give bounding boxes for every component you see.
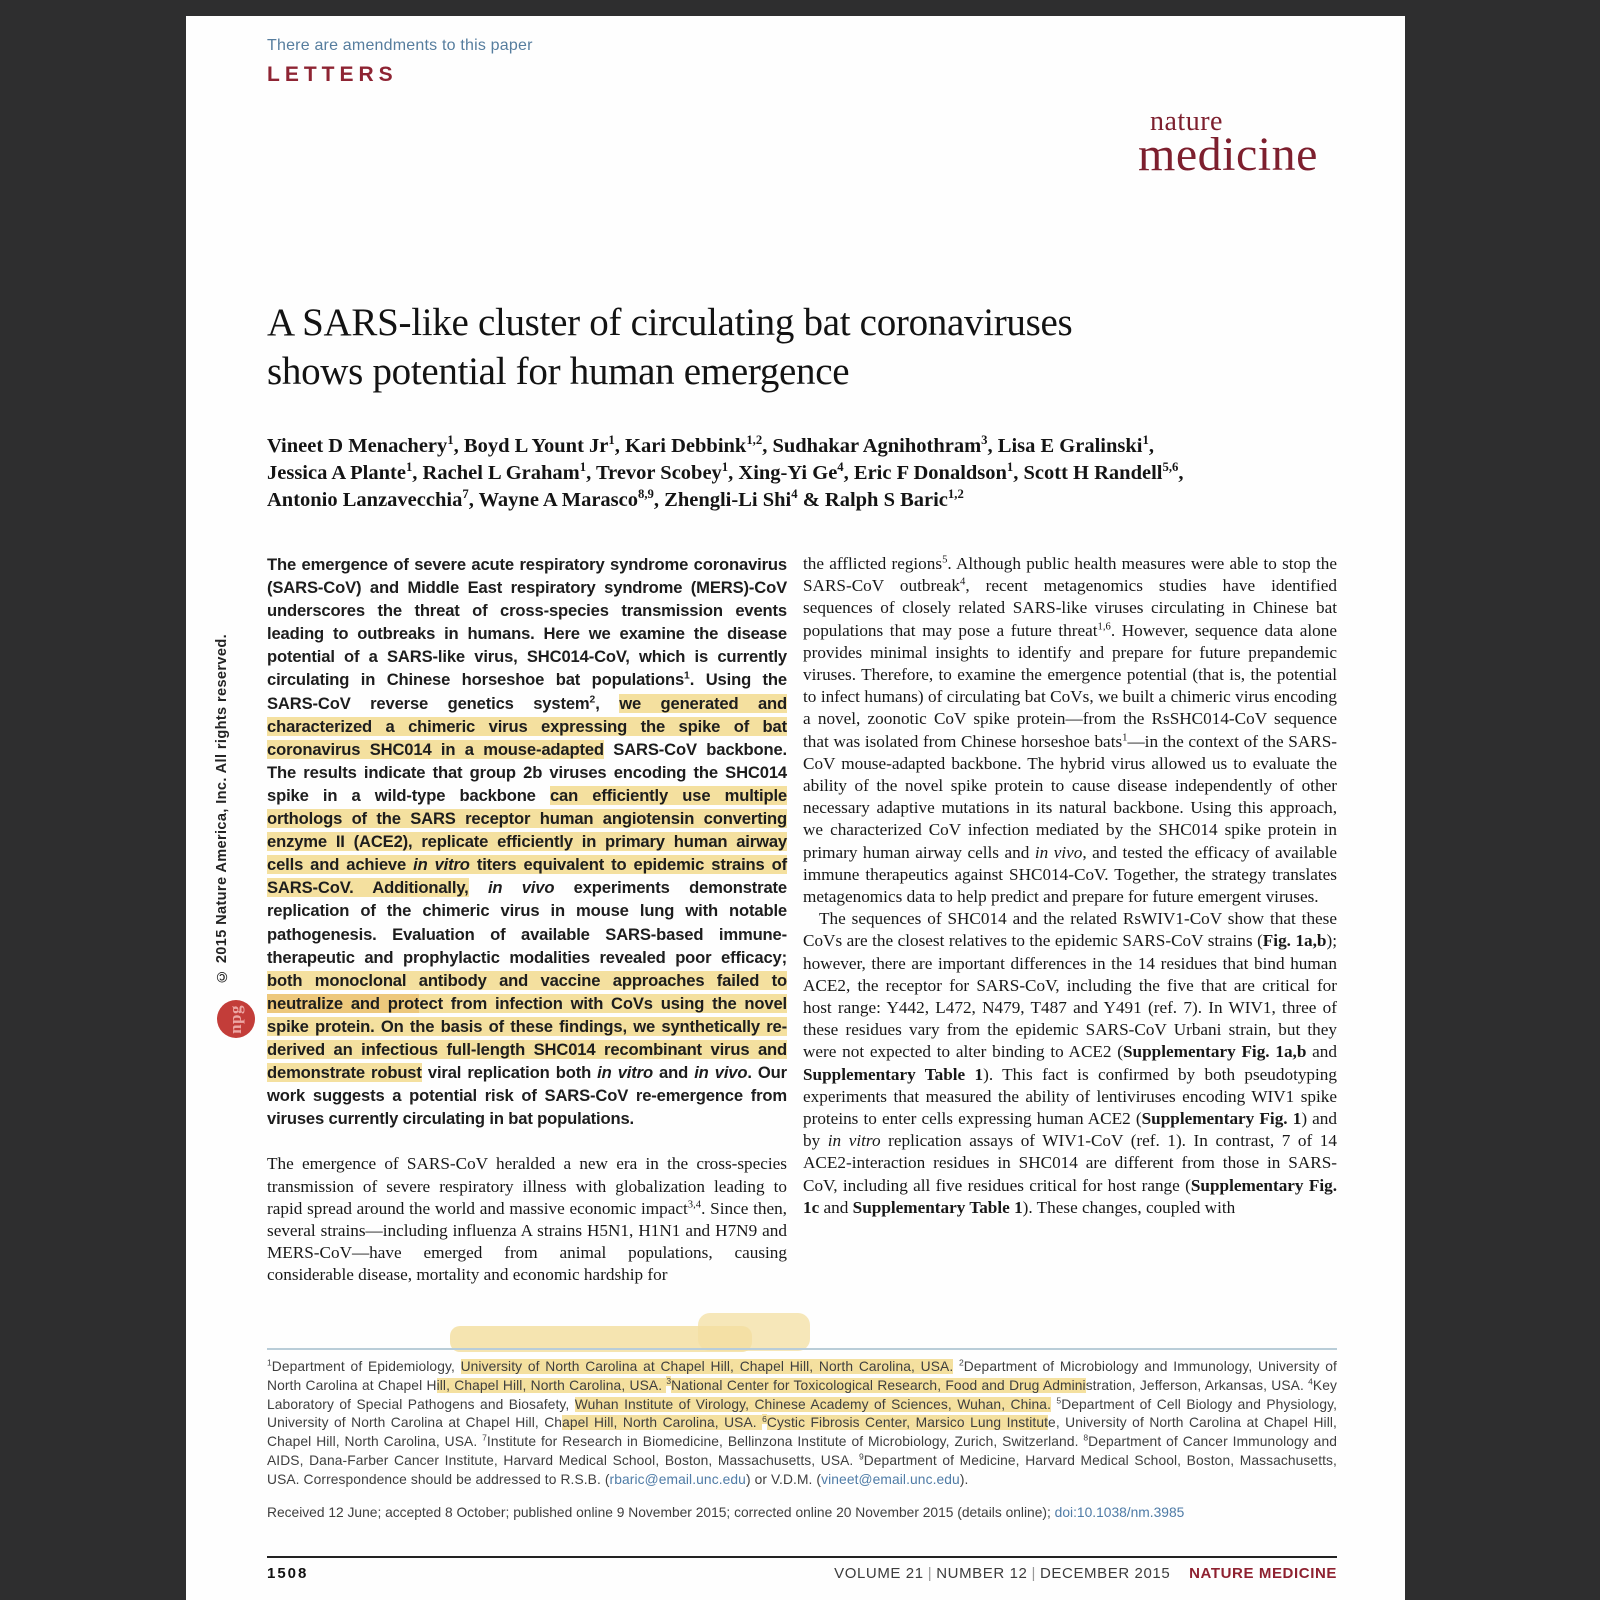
intro-paragraph: The emergence of SARS-CoV heralded a new era in the cross-species transmission of severe respiratory illness with globalization leading to rapid spread around the world and massive economic impact$^{3,4}$. Since then, several strains—including influenza A strains H5N1, H1N1 and H7N9 and MERS-CoV—have emerged from animal populations, causing considerable disease, mortality and economic hardship for xyxy=(267,1154,787,1285)
affiliations-footnotes: $^1$Department of Epidemiology, University of North Carolina at Chapel Hill, Chapel Hill, North Carolina, USA. $^2$Department of Microbiology and Immunology, University of North Carolina at Chapel Hill, Chapel Hill, North Carolina, USA. $^3$National Center for Toxicological Research, Food and Drug Administration, Jefferson, Arkansas, USA. $^4$Key Laboratory of Special Pathogens and Biosafety, Wuhan Institute of Virology, Chinese Academy of Sciences, Wuhan, China. $^5$Department of Cell Biology and Physiology, University of North Carolina at Chapel Hill, Chapel Hill, North Carolina, USA. $^6$Cystic Fibrosis Center, Marsico Lung Institute, University of North Carolina at Chapel Hill, Chapel Hill, North Carolina, USA. $^7$Institute for Research in Biomedicine, Bellinzona Institute of Microbiology, Zurich, Switzerland. $^8$Department of Cancer Immunology and AIDS, Dana-Farber Cancer Institute, Harvard Medical School, Boston, Massachusetts, USA. $^9$Department of Medicine, Harvard Medical School, Boston, Massachusetts, USA. Correspondence should be addressed to R.S.B. (rbaric@email.unc.edu) or V.D.M. (vineet@email.unc.edu). xyxy=(267,1357,1338,1487)
amendments-link[interactable]: There are amendments to this paper xyxy=(267,37,533,54)
nature-medicine-logo xyxy=(1138,108,1318,179)
page-number: 1508 xyxy=(267,1565,309,1582)
body-paragraph-2: The sequences of SHC014 and the related RsWIV1-CoV show that these CoVs are the closest relatives to the epidemic SARS-CoV strains (Fig. 1a,b); however, there are important differences in the 14 residues that bind human ACE2, the receptor for SARS-CoV, including the five that are critical for host range: Y442, L472, N479, T487 and Y491 (ref. 7). In WIV1, three of these residues vary from the epidemic SARS-CoV Urbani strain, but they were not expected to alter binding to ACE2 (Supplementary Fig. 1a,b and Supplementary Table 1). This fact is confirmed by both pseudotyping experiments that measured the ability of lentiviruses encoding WIV1 spike proteins to enter cells expressing human ACE2 (Supplementary Fig. 1) and by in vitro replication assays of WIV1-CoV (ref. 1). In contrast, 7 of 14 ACE2-interaction residues in SHC014 are different from those in SARS-CoV, including all five residues critical for host range (Supplementary Fig. 1c and Supplementary Table 1). These changes, coupled with xyxy=(803,909,1337,1217)
doi-link[interactable]: doi:10.1038/nm.3985 xyxy=(1054,1504,1185,1520)
npg-logo xyxy=(217,1000,255,1038)
abstract-paragraph: The emergence of severe acute respiratory syndrome coronavirus (SARS-CoV) and Middle East respiratory syndrome (MERS)-CoV underscores the threat of cross-species transmission events leading to outbreaks in humans. Here we examine the disease potential of a SARS-like virus, SHC014-CoV, which is currently circulating in Chinese horseshoe bat populations$^1$. Using the SARS-CoV reverse genetics system$^2$, we generated and characterized a chimeric virus expressing the spike of bat coronavirus SHC014 in a mouse-adapted SARS-CoV backbone. The results indicate that group 2b viruses encoding the SHC014 spike in a wild-type backbone can efficiently use multiple orthologs of the SARS receptor human angiotensin converting enzyme II (ACE2), replicate efficiently in primary human airway cells and achieve in vitro titers equivalent to epidemic strains of SARS-CoV. Additionally, in vivo experiments demonstrate replication of the chimeric virus in mouse lung with notable pathogenesis. Evaluation of available SARS-based immune-therapeutic and prophylactic modalities revealed poor efficacy; both monoclonal antibody and vaccine approaches failed to neutralize and protect from infection with CoVs using the novel spike protein. On the basis of these findings, we synthetically re-derived an infectious full-length SHC014 recombinant virus and demonstrate robust viral replication both in vitro and in vivo. Our work suggests a potential risk of SARS-CoV re-emergence from viruses currently circulating in bat populations. xyxy=(267,555,788,1129)
logo-nature-text: nature xyxy=(1150,106,1223,137)
paper-page xyxy=(186,16,1405,1600)
journal-brand-footer: NATURE MEDICINE xyxy=(1189,1565,1337,1582)
section-label: LETTERS xyxy=(267,63,398,86)
article-columns xyxy=(267,553,1337,1351)
copyright-sidebar: © 2015 Nature America, Inc. All rights reserved. xyxy=(214,633,230,984)
issue-info xyxy=(834,1565,1337,1582)
rsb-email-link[interactable]: rbaric@email.unc.edu xyxy=(609,1471,746,1487)
left-column xyxy=(267,553,787,1351)
volume-issue-date: VOLUME 21 | NUMBER 12 | DECEMBER 2015 xyxy=(834,1565,1171,1582)
npg-logo-text: npg xyxy=(226,1004,245,1034)
page-footer xyxy=(267,1556,1337,1582)
received-line: Received 12 June; accepted 8 October; published online 9 November 2015; corrected online 20 November 2015 (details online); doi:10.1038/nm.3985 xyxy=(267,1504,1185,1520)
highlighter-bleed xyxy=(698,1313,810,1351)
footnote-section xyxy=(267,1348,1337,1522)
vdm-email-link[interactable]: vineet@email.unc.edu xyxy=(821,1471,960,1487)
authors-line: Vineet D Menachery$^1$, Boyd L Yount Jr$^1$, Kari Debbink$^{1,2}$, Sudhakar Agnihothram$^3$, Lisa E Gralinski$^1$, Jessica A Plante$^1$, Rachel L Graham$^1$, Trevor Scobey$^1$, Xing-Yi Ge$^4$, Eric F Donaldson$^1$, Scott H Randell$^{5,6}$, Antonio Lanzavecchia$^7$, Wayne A Marasco$^{8,9}$, Zhengli-Li Shi$^4$ & Ralph S Baric$^{1,2}$ xyxy=(267,433,1184,511)
logo-medicine-text: medicine xyxy=(1138,128,1318,181)
right-column xyxy=(803,553,1337,1351)
paper-title: A SARS-like cluster of circulating bat coronaviruses shows potential for human emergence xyxy=(267,301,1073,393)
body-paragraph-1: the afflicted regions$^5$. Although public health measures were able to stop the SARS-CoV outbreak$^4$, recent metagenomics studies have identified sequences of closely related SARS-like viruses circulating in Chinese bat populations that may pose a future threat$^{1,6}$. However, sequence data alone provides minimal insights to identify and prepare for future prepandemic viruses. Therefore, to examine the emergence potential (that is, the potential to infect humans) of circulating bat CoVs, we built a chimeric virus encoding a novel, zoonotic CoV spike protein—from the RsSHC014-CoV sequence that was isolated from Chinese horseshoe bats$^1$—in the context of the SARS-CoV mouse-adapted backbone. The hybrid virus allowed us to evaluate the ability of the novel spike protein to cause disease independently of other necessary adaptive mutations in its natural backbone. Using this approach, we characterized CoV infection mediated by the SHC014 spike protein in primary human airway cells and in vivo, and tested the efficacy of available immune therapeutics against SHC014-CoV. Together, the strategy translates metagenomics data to help predict and prepare for future emergent viruses. xyxy=(803,554,1337,907)
